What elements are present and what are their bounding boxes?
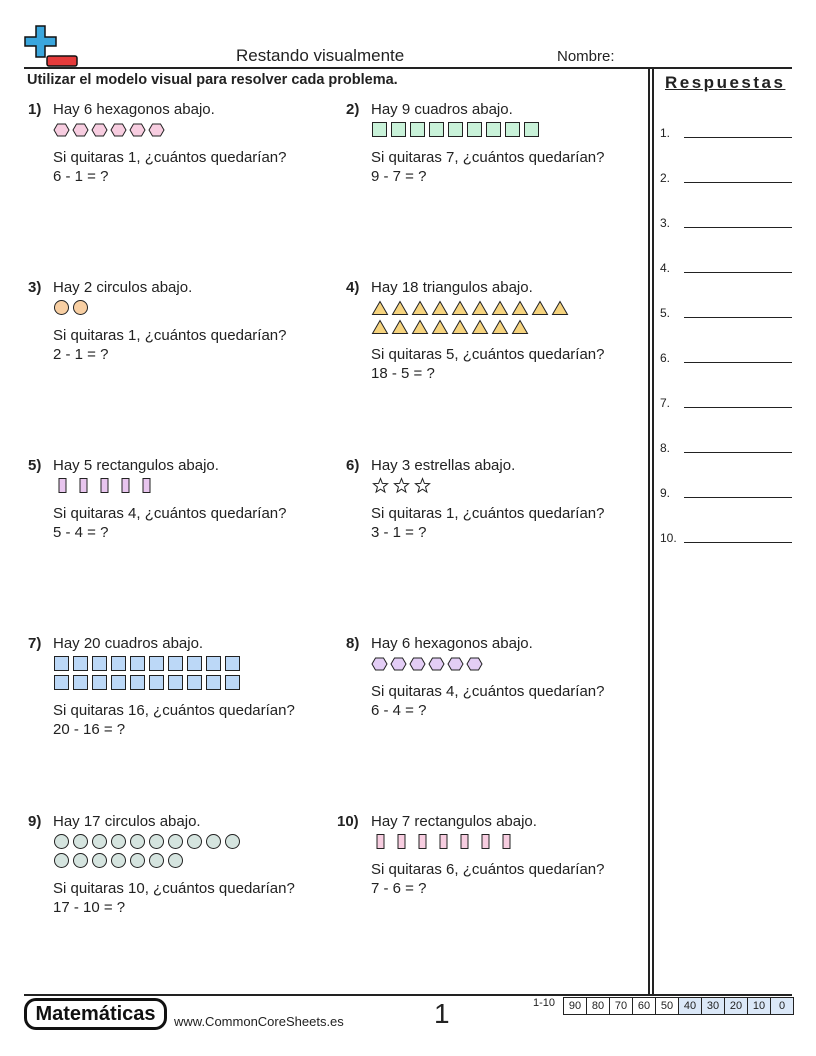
problem-statement: Hay 6 hexagonos abajo. xyxy=(371,635,533,652)
shape-row xyxy=(371,654,611,673)
problem-equation: 20 - 16 = ? xyxy=(53,721,126,738)
triangle-icon xyxy=(511,319,529,335)
rectangle-icon xyxy=(371,833,390,850)
score-range-label: 1-10 xyxy=(533,997,556,1009)
rectangle-icon xyxy=(53,477,72,494)
triangle-icon xyxy=(471,300,489,316)
square-icon xyxy=(110,674,127,691)
circle-icon xyxy=(129,852,146,869)
name-label: Nombre: xyxy=(557,48,615,65)
answer-column-divider xyxy=(648,68,650,996)
square-icon xyxy=(148,674,165,691)
square-icon xyxy=(390,121,407,138)
triangle-icon xyxy=(431,319,449,335)
answer-row xyxy=(660,525,792,545)
problem-statement: Hay 9 cuadros abajo. xyxy=(371,101,513,118)
hexagon-icon xyxy=(148,123,165,137)
circle-icon xyxy=(72,852,89,869)
rectangle-icon xyxy=(455,833,474,850)
page-number: 1 xyxy=(434,998,450,1029)
square-icon xyxy=(224,674,241,691)
plus-minus-logo xyxy=(23,24,79,68)
score-cell: 70 xyxy=(609,997,633,1015)
answer-row xyxy=(660,345,792,365)
circle-icon xyxy=(110,833,127,850)
hexagon-icon xyxy=(428,657,445,671)
square-icon xyxy=(148,655,165,672)
problem-number: 1) xyxy=(28,101,42,118)
answer-number: 3. xyxy=(660,216,671,230)
problem-equation: 7 - 6 = ? xyxy=(371,880,427,897)
square-icon xyxy=(428,121,445,138)
triangle-icon xyxy=(431,300,449,316)
problem-equation: 9 - 7 = ? xyxy=(371,168,427,185)
brand-label: Matemáticas xyxy=(27,1001,164,1027)
problem-number: 5) xyxy=(28,457,42,474)
answer-row xyxy=(660,435,792,455)
triangle-icon xyxy=(391,319,409,335)
problem-statement: Hay 7 rectangulos abajo. xyxy=(371,813,537,830)
square-icon xyxy=(91,674,108,691)
hexagon-icon xyxy=(72,123,89,137)
circle-icon xyxy=(110,852,127,869)
problem-question: Si quitaras 16, ¿cuántos quedarían? xyxy=(53,702,295,719)
answer-blank[interactable] xyxy=(684,137,792,138)
answer-row xyxy=(660,165,792,185)
square-icon xyxy=(167,655,184,672)
instructions: Utilizar el modelo visual para resolver cada problema. xyxy=(27,72,398,88)
problem-equation: 5 - 4 = ? xyxy=(53,524,109,541)
triangle-icon xyxy=(491,300,509,316)
hexagon-icon xyxy=(447,657,464,671)
star-icon xyxy=(413,477,432,494)
score-cell: 40 xyxy=(678,997,702,1015)
problem-question: Si quitaras 1, ¿cuántos quedarían? xyxy=(371,505,605,522)
answer-number: 4. xyxy=(660,261,671,275)
score-cell: 20 xyxy=(724,997,748,1015)
hexagon-icon xyxy=(110,123,127,137)
problem-equation: 18 - 5 = ? xyxy=(371,365,435,382)
answer-row xyxy=(660,390,792,410)
problem-number: 2) xyxy=(346,101,360,118)
problem-question: Si quitaras 4, ¿cuántos quedarían? xyxy=(371,683,605,700)
footer-divider xyxy=(24,994,792,996)
shape-row xyxy=(371,298,611,317)
answer-number: 9. xyxy=(660,486,671,500)
answer-number: 10. xyxy=(660,531,677,545)
score-cell: 80 xyxy=(586,997,610,1015)
answer-number: 8. xyxy=(660,441,671,455)
problem-equation: 2 - 1 = ? xyxy=(53,346,109,363)
square-icon xyxy=(53,655,70,672)
triangle-icon xyxy=(451,319,469,335)
circle-icon xyxy=(148,833,165,850)
square-icon xyxy=(466,121,483,138)
shape-model xyxy=(53,832,293,870)
triangle-icon xyxy=(451,300,469,316)
square-icon xyxy=(523,121,540,138)
problem-number: 3) xyxy=(28,279,42,296)
square-icon xyxy=(447,121,464,138)
triangle-icon xyxy=(511,300,529,316)
square-icon xyxy=(72,674,89,691)
header-divider xyxy=(24,67,792,69)
square-icon xyxy=(205,655,222,672)
score-cell: 30 xyxy=(701,997,725,1015)
answers-title: Respuestas xyxy=(665,73,786,92)
rectangle-icon xyxy=(95,477,114,494)
square-icon xyxy=(72,655,89,672)
triangle-icon xyxy=(551,300,569,316)
rectangle-icon xyxy=(74,477,93,494)
answer-row xyxy=(660,300,792,320)
square-icon xyxy=(167,674,184,691)
shape-model xyxy=(53,120,293,139)
shape-row xyxy=(53,120,293,139)
triangle-icon xyxy=(391,300,409,316)
score-cell: 50 xyxy=(655,997,679,1015)
problem-equation: 6 - 1 = ? xyxy=(53,168,109,185)
shape-row xyxy=(371,476,611,495)
answer-blank[interactable] xyxy=(684,542,792,543)
circle-icon xyxy=(91,833,108,850)
problem-statement: Hay 3 estrellas abajo. xyxy=(371,457,516,474)
shape-model xyxy=(371,832,611,851)
circle-icon xyxy=(72,299,89,316)
hexagon-icon xyxy=(390,657,407,671)
square-icon xyxy=(91,655,108,672)
problem-question: Si quitaras 7, ¿cuántos quedarían? xyxy=(371,149,605,166)
rectangle-icon xyxy=(413,833,432,850)
brand-badge xyxy=(24,998,167,1030)
problem-number: 8) xyxy=(346,635,360,652)
answer-number: 5. xyxy=(660,306,671,320)
problem-statement: Hay 5 rectangulos abajo. xyxy=(53,457,219,474)
square-icon xyxy=(186,655,203,672)
answer-blank[interactable] xyxy=(684,362,792,363)
answer-row xyxy=(660,480,792,500)
square-icon xyxy=(224,655,241,672)
problem-number: 7) xyxy=(28,635,42,652)
triangle-icon xyxy=(411,300,429,316)
shape-model xyxy=(371,298,611,336)
circle-icon xyxy=(53,299,70,316)
shape-row xyxy=(53,654,293,673)
problem-statement: Hay 17 circulos abajo. xyxy=(53,813,201,830)
shape-model xyxy=(53,476,293,495)
circle-icon xyxy=(53,833,70,850)
answer-row xyxy=(660,255,792,275)
circle-icon xyxy=(53,852,70,869)
answer-number: 2. xyxy=(660,171,671,185)
rectangle-icon xyxy=(497,833,516,850)
shape-model xyxy=(371,654,611,673)
problem-equation: 17 - 10 = ? xyxy=(53,899,126,916)
problem-question: Si quitaras 4, ¿cuántos quedarían? xyxy=(53,505,287,522)
square-icon xyxy=(53,674,70,691)
problem-equation: 3 - 1 = ? xyxy=(371,524,427,541)
rectangle-icon xyxy=(116,477,135,494)
shape-model xyxy=(53,298,293,317)
problem-number: 4) xyxy=(346,279,360,296)
rectangle-icon xyxy=(137,477,156,494)
square-icon xyxy=(205,674,222,691)
circle-icon xyxy=(148,852,165,869)
square-icon xyxy=(110,655,127,672)
problem-statement: Hay 20 cuadros abajo. xyxy=(53,635,204,652)
triangle-icon xyxy=(371,300,389,316)
answer-row xyxy=(660,120,792,140)
problem-question: Si quitaras 6, ¿cuántos quedarían? xyxy=(371,861,605,878)
problem-number: 9) xyxy=(28,813,42,830)
square-icon xyxy=(129,674,146,691)
circle-icon xyxy=(91,852,108,869)
plus-icon xyxy=(25,26,56,57)
score-table xyxy=(564,997,794,1015)
star-icon xyxy=(371,477,390,494)
answer-row xyxy=(660,210,792,230)
problem-number: 6) xyxy=(346,457,360,474)
answer-column-divider xyxy=(652,68,654,996)
score-cell: 90 xyxy=(563,997,587,1015)
score-cell: 60 xyxy=(632,997,656,1015)
answer-number: 7. xyxy=(660,396,671,410)
problem-number: 10) xyxy=(337,813,359,830)
star-icon xyxy=(392,477,411,494)
score-cell: 0 xyxy=(770,997,794,1015)
hexagon-icon xyxy=(53,123,70,137)
problem-question: Si quitaras 10, ¿cuántos quedarían? xyxy=(53,880,295,897)
answer-blank[interactable] xyxy=(684,452,792,453)
shape-row xyxy=(53,673,293,692)
answer-blank[interactable] xyxy=(684,272,792,273)
shape-row xyxy=(371,832,611,851)
rectangle-icon xyxy=(392,833,411,850)
triangle-icon xyxy=(371,319,389,335)
circle-icon xyxy=(167,852,184,869)
answer-blank[interactable] xyxy=(684,497,792,498)
site-url: www.CommonCoreSheets.es xyxy=(174,1014,344,1029)
triangle-icon xyxy=(491,319,509,335)
circle-icon xyxy=(72,833,89,850)
triangle-icon xyxy=(471,319,489,335)
hexagon-icon xyxy=(371,657,388,671)
hexagon-icon xyxy=(466,657,483,671)
page-title: Restando visualmente xyxy=(236,46,405,65)
answer-number: 6. xyxy=(660,351,671,365)
problem-question: Si quitaras 1, ¿cuántos quedarían? xyxy=(53,149,287,166)
shape-model xyxy=(371,120,611,139)
shape-row xyxy=(53,298,293,317)
circle-icon xyxy=(167,833,184,850)
rectangle-icon xyxy=(476,833,495,850)
answer-blank[interactable] xyxy=(684,182,792,183)
shape-model xyxy=(53,654,293,692)
problem-question: Si quitaras 1, ¿cuántos quedarían? xyxy=(53,327,287,344)
answer-number: 1. xyxy=(660,126,671,140)
square-icon xyxy=(186,674,203,691)
score-cell: 10 xyxy=(747,997,771,1015)
circle-icon xyxy=(224,833,241,850)
shape-model xyxy=(371,476,611,495)
shape-row xyxy=(53,832,293,851)
triangle-icon xyxy=(411,319,429,335)
triangle-icon xyxy=(531,300,549,316)
shape-row xyxy=(53,851,293,870)
shape-row xyxy=(371,317,611,336)
square-icon xyxy=(371,121,388,138)
answer-blank[interactable] xyxy=(684,407,792,408)
square-icon xyxy=(485,121,502,138)
circle-icon xyxy=(129,833,146,850)
hexagon-icon xyxy=(409,657,426,671)
hexagon-icon xyxy=(129,123,146,137)
hexagon-icon xyxy=(91,123,108,137)
circle-icon xyxy=(186,833,203,850)
circle-icon xyxy=(205,833,222,850)
problem-statement: Hay 2 circulos abajo. xyxy=(53,279,193,296)
shape-row xyxy=(53,476,293,495)
problem-statement: Hay 18 triangulos abajo. xyxy=(371,279,533,296)
problem-equation: 6 - 4 = ? xyxy=(371,702,427,719)
problem-question: Si quitaras 5, ¿cuántos quedarían? xyxy=(371,346,605,363)
square-icon xyxy=(409,121,426,138)
minus-icon xyxy=(47,56,77,66)
problem-statement: Hay 6 hexagonos abajo. xyxy=(53,101,215,118)
square-icon xyxy=(129,655,146,672)
answer-blank[interactable] xyxy=(684,227,792,228)
answer-blank[interactable] xyxy=(684,317,792,318)
shape-row xyxy=(371,120,611,139)
square-icon xyxy=(504,121,521,138)
rectangle-icon xyxy=(434,833,453,850)
